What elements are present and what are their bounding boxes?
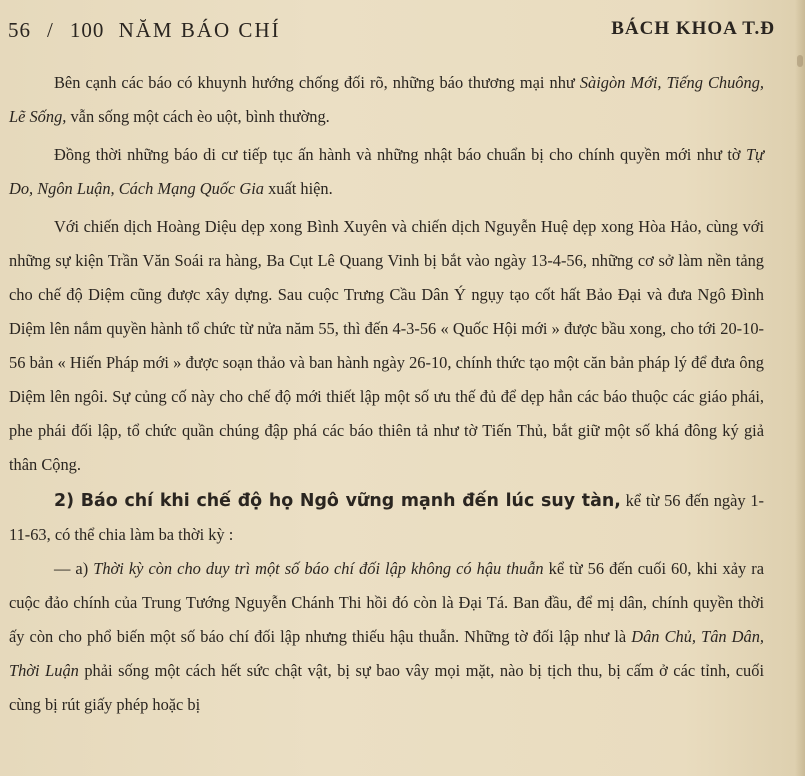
paragraph-1-text-a: Bên cạnh các báo có khuynh hướng chống đối rõ, những báo thương mại như xyxy=(54,73,580,92)
header-separator: / xyxy=(47,18,54,42)
paragraph-3 xyxy=(9,210,764,482)
paragraph-2-text-a: Đồng thời những báo di cư tiếp tục ấn hành và những nhật báo chuẩn bị cho chính quyền mới như tờ xyxy=(54,145,746,164)
paragraph-2 xyxy=(9,138,764,206)
page-edge-shadow xyxy=(795,0,805,776)
section-heading-bold: 2) Báo chí khi chế độ họ Ngô vững mạnh đến lúc suy tàn, xyxy=(54,491,621,511)
body-text xyxy=(9,66,764,722)
section-heading-rest: kể từ 56 đến ngày 1-11-63, có thể chia làm ba thời kỳ : xyxy=(9,491,764,544)
page-stain xyxy=(797,55,803,67)
paragraph-2-text-b: xuất hiện. xyxy=(263,179,333,198)
paragraph-2-italic: Tự Do, Ngôn Luận, Cách Mạng Quốc Gia xyxy=(9,145,764,198)
subsection-a-title: Thời kỳ còn cho duy trì một số báo chí đối lập không có hậu thuẫn xyxy=(93,559,544,578)
paragraph-1-italic: Sàigòn Mới, Tiếng Chuông, Lẽ Sống, xyxy=(9,73,764,126)
subsection-a-text-b: kể từ 56 đến cuối 60, khi xảy ra cuộc đảo chính của Trung Tướng Nguyễn Chánh Thi hồi đó còn là Đại Tá. Ban đầu, để mị dân, chính quyền thời ấy còn cho phổ biến một số báo chí đối lập nhưng thiếu hậu thuẫn. Những tờ đối lập như là xyxy=(9,559,765,646)
running-header xyxy=(8,18,775,48)
section-heading-2 xyxy=(9,484,764,552)
publication-name: BÁCH KHOA T.Đ xyxy=(611,18,775,39)
subsection-a-italic-papers: Dân Chủ, Tân Dân, Thời Luận xyxy=(9,627,764,680)
subsection-a-marker: — a) xyxy=(54,559,94,578)
paragraph-1 xyxy=(9,66,764,134)
paragraph-subsection-a xyxy=(9,552,764,722)
paragraph-1-text-b: vẫn sống một cách èo uột, bình thường. xyxy=(66,107,330,126)
book-title: NĂM BÁO CHÍ xyxy=(118,18,281,42)
book-number: 100 xyxy=(69,18,105,42)
subsection-a-text-c: phải sống một cách hết sức chật vật, bị sự bao vây mọi mặt, nào bị tịch thu, bị cấm ở các tỉnh, cuối cùng bị rút giấy phép hoặc bị xyxy=(9,661,764,714)
page-number: 56 xyxy=(8,18,31,42)
paragraph-3-text: Với chiến dịch Hoàng Diệu dẹp xong Bình Xuyên và chiến dịch Nguyễn Huệ dẹp xong Hòa Hảo, cùng với những sự kiện Trần Văn Soái ra hàng, Ba Cụt Lê Quang Vinh bị bắt vào ngày 13-4-56, những cơ sở làm nền tảng cho chế độ Diệm cũng được xây dựng. Sau cuộc Trưng Cầu Dân Ý ngụy tạo cốt hất Bảo Đại và đưa Ngô Đình Diệm lên nắm quyền hành tổ chức từ nửa năm 55, thì đến 4-3-56 « Quốc Hội mới » được bầu xong, cho tới 20-10-56 bản « Hiến Pháp mới » được soạn thảo và ban hành ngày 26-10, chính thức tạo một căn bản pháp lý để đưa ông Diệm lên ngôi. Sự củng cố này cho chế độ mới thiết lập một số ưu thế đủ để dẹp hẳn các báo thuộc các giáo phái, phe phái đối lập, tổ chức quần chúng đập phá các báo thiên tả như tờ Tiến Thủ, bắt giữ một số khá đông ký giả thân Cộng. xyxy=(9,217,764,474)
header-left xyxy=(8,18,281,43)
